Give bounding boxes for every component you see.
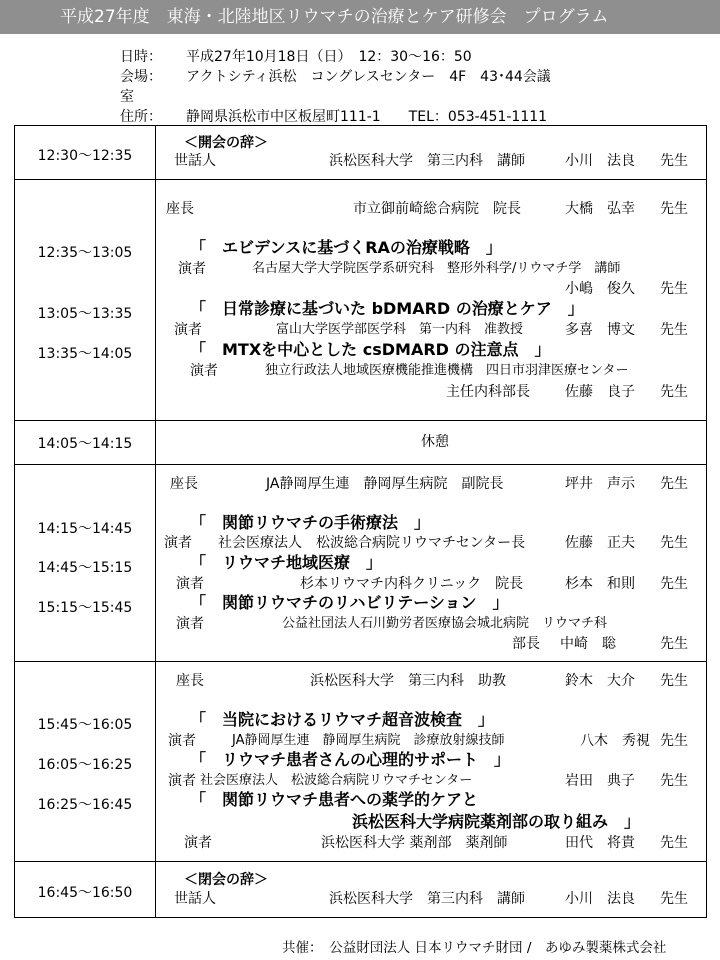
time-slot: 12:30〜12:35	[37, 148, 133, 164]
speaker-affiliation: 浜松医科大学 第三内科 講師	[329, 891, 525, 907]
role-label: 演者	[168, 733, 196, 749]
time-slot: 16:05〜16:25	[37, 757, 133, 773]
session-5	[15, 662, 706, 862]
speaker-name: 多喜 博文	[565, 322, 635, 338]
speaker-name: 佐藤 正夫	[565, 535, 635, 551]
honorific: 先生	[660, 576, 688, 592]
honorific: 先生	[660, 636, 688, 652]
role-label: 演者	[178, 261, 206, 277]
address-line	[120, 106, 547, 126]
time-slot: 15:45〜16:05	[37, 717, 133, 733]
honorific: 先生	[660, 153, 688, 169]
speaker-affiliation: 杉本リウマチ内科クリニック 院長	[300, 576, 524, 592]
time-slot: 14:45〜15:15	[37, 560, 133, 576]
address-label: 住所：	[120, 109, 162, 125]
speaker-affiliation: 浜松医科大学 薬剤部 薬剤師	[321, 835, 508, 851]
speaker-affiliation: 名古屋大学大学院医学系研究科 整形外科学/リウマチ学 講師	[252, 261, 621, 276]
chair-label: 座長	[176, 673, 204, 689]
role-label: 演者	[184, 835, 212, 851]
session-2	[15, 180, 706, 421]
time-slot: 13:35〜14:05	[37, 346, 133, 362]
talk-title: 「 関節リウマチのリハビリテーション 」	[190, 593, 509, 612]
speaker-name: 田代 将貴	[565, 835, 635, 851]
session-closing	[15, 862, 706, 917]
venue-continuation: 室	[120, 89, 134, 105]
schedule-table	[14, 125, 707, 918]
date-label: 日時：	[120, 49, 162, 65]
honorific: 先生	[660, 535, 688, 551]
talk-title: 「 日常診療に基づいた bDMARD の治療とケア 」	[190, 299, 584, 318]
time-slot: 16:45〜16:50	[37, 885, 133, 901]
role-label: 世話人	[174, 891, 216, 907]
chair-label: 座長	[170, 476, 198, 492]
talk-title: 「 関節リウマチ患者への薬学的ケアと	[190, 790, 479, 809]
honorific: 先生	[660, 201, 688, 217]
honorific: 先生	[660, 384, 688, 400]
session-break	[15, 421, 706, 465]
speaker-affiliation: 独立行政法人地域医療機能推進機構 四日市羽津医療センター	[265, 363, 629, 378]
honorific: 先生	[660, 773, 688, 789]
date-value: 平成27年10月18日（日） 12：30〜16：50	[186, 49, 472, 65]
closing-heading: ＜閉会の辞＞	[184, 872, 268, 888]
honorific: 先生	[660, 476, 688, 492]
honorific: 先生	[660, 673, 688, 689]
speaker-name: 岩田 典子	[565, 773, 635, 789]
time-slot: 16:25〜16:45	[37, 797, 133, 813]
venue-label: 会場：	[120, 69, 162, 85]
venue-line	[120, 66, 551, 86]
chair-affiliation: 市立御前崎総合病院 院長	[353, 201, 521, 217]
speaker-affiliation: 浜松医科大学 第三内科 講師	[329, 153, 525, 169]
talk-title: 「 MTXを中心とした csDMARD の注意点 」	[190, 340, 551, 359]
speaker-name: 中崎 聡	[560, 636, 616, 652]
speaker-affiliation: 社会医療法人 松波総合病院リウマチセンター長	[218, 535, 526, 551]
role-label: 演者	[164, 535, 192, 551]
talk-title: 「 エビデンスに基づくRAの治療戦略 」	[190, 238, 502, 257]
talk-title-cont: 浜松医科大学病院薬剤部の取り組み 」	[352, 812, 641, 831]
role-label: 演者	[176, 616, 204, 632]
session-opening	[15, 126, 706, 180]
time-slot: 13:05〜13:35	[37, 306, 133, 322]
time-slot: 12:35〜13:05	[37, 245, 133, 261]
honorific: 先生	[660, 835, 688, 851]
chair-name: 鈴木 大介	[565, 673, 635, 689]
speaker-name: 小川 法良	[565, 153, 635, 169]
honorific: 先生	[660, 891, 688, 907]
speaker-name: 佐藤 良子	[565, 384, 635, 400]
speaker-name: 八木 秀視	[580, 733, 650, 749]
role-label: 演者	[174, 322, 202, 338]
time-slot: 14:15〜14:45	[37, 521, 133, 537]
address-value: 静岡県浜松市中区板屋町111-1 TEL：053-451-1111	[186, 109, 548, 125]
chair-affiliation: JA静岡厚生連 静岡厚生病院 副院長	[266, 476, 504, 492]
talk-title: 「 リウマチ地域医療 」	[190, 553, 383, 572]
honorific: 先生	[660, 322, 688, 338]
co-sponsors: 共催： 公益財団法人 日本リウマチ財団 / あゆみ製薬株式会社	[282, 940, 667, 956]
venue-value: アクトシティ浜松 コングレスセンター 4F 43･44会議	[186, 69, 551, 85]
time-slot: 15:15〜15:45	[37, 600, 133, 616]
session-4	[15, 465, 706, 662]
speaker-affiliation: 社会医療法人 松波総合病院リウマチセンター	[200, 773, 473, 788]
speaker-name: 小嶋 俊久	[565, 281, 635, 297]
date-line	[120, 46, 472, 66]
speaker-name: 杉本 和則	[565, 576, 635, 592]
speaker-affiliation: 公益社団法人石川勤労者医療協会城北病院 リウマチ科	[282, 616, 608, 631]
speaker-affiliation: 富山大学医学部医学科 第一内科 准教授	[276, 322, 524, 337]
break-label: 休憩	[421, 434, 449, 450]
speaker-affiliation-cont: 部長	[512, 636, 540, 652]
chair-name: 坪井 声示	[565, 476, 635, 492]
speaker-affiliation: JA静岡厚生連 静岡厚生病院 診療放射線技師	[232, 733, 505, 748]
program-title: 平成27年度 東海・北陸地区リウマチの治療とケア研修会 プログラム	[0, 0, 720, 34]
honorific: 先生	[660, 733, 688, 749]
honorific: 先生	[660, 281, 688, 297]
role-label: 演者	[176, 576, 204, 592]
role-label: 世話人	[174, 153, 216, 169]
talk-title: 「 リウマチ患者さんの心理的サポート 」	[190, 750, 511, 769]
role-label: 演者	[168, 773, 196, 789]
opening-heading: ＜開会の辞＞	[184, 135, 268, 151]
chair-label: 座長	[166, 201, 194, 217]
time-column	[15, 180, 156, 420]
speaker-affiliation-cont: 主任内科部長	[446, 384, 530, 400]
talk-title: 「 当院におけるリウマチ超音波検査 」	[190, 710, 495, 729]
speaker-name: 小川 法良	[565, 891, 635, 907]
chair-name: 大橋 弘幸	[565, 201, 635, 217]
chair-affiliation: 浜松医科大学 第三内科 助教	[310, 673, 506, 689]
talk-title: 「 関節リウマチの手術療法 」	[190, 513, 431, 532]
time-slot: 14:05〜14:15	[37, 436, 133, 452]
role-label: 演者	[190, 363, 218, 379]
